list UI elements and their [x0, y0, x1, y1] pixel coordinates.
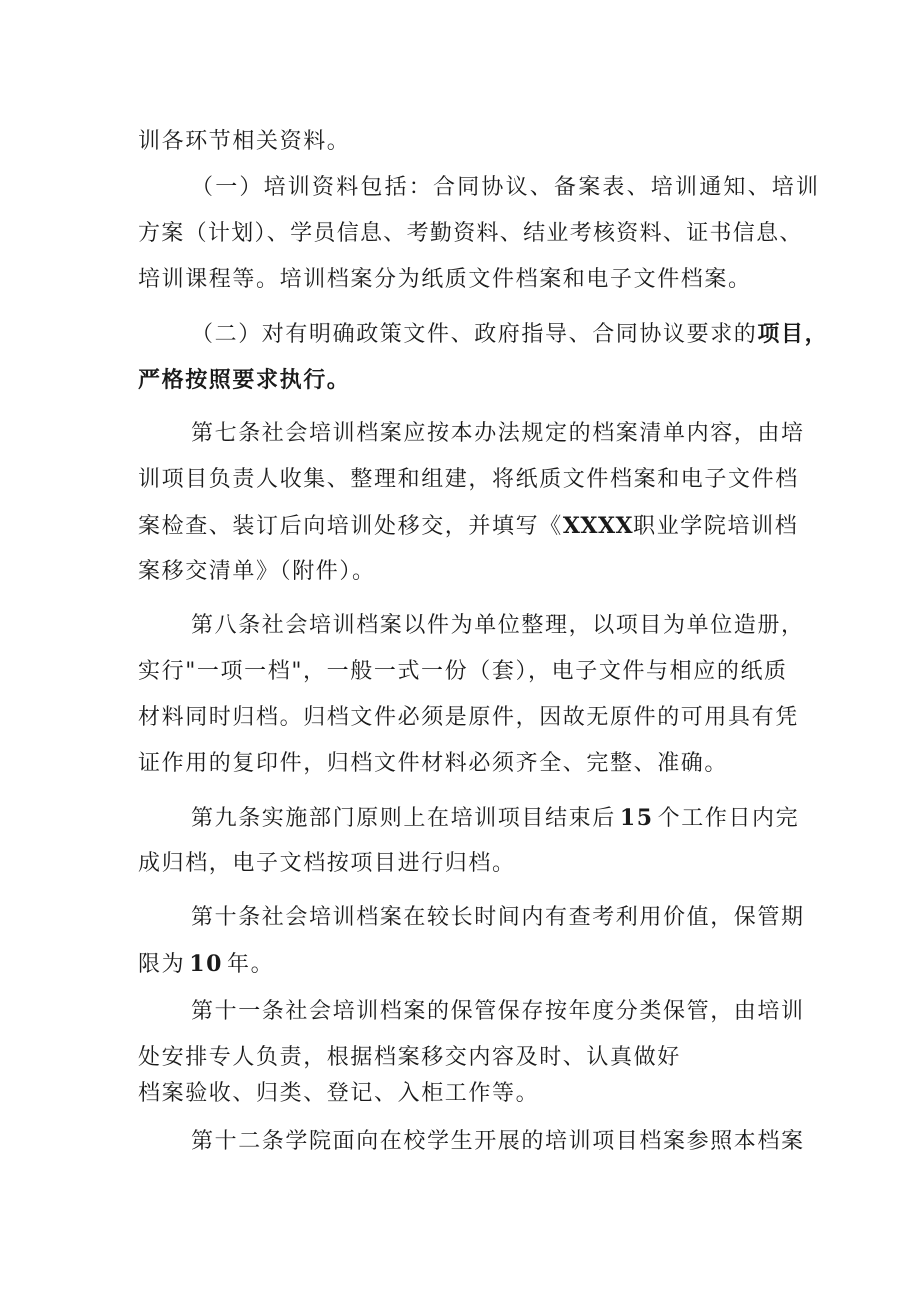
- text-segment: 训各环节相关资料。: [138, 129, 351, 154]
- text-segment: 实行"一项一档"，一般一式一份（套），电子文件与相应的纸质: [138, 659, 788, 684]
- text-line-20: [138, 1043, 681, 1073]
- text-segment: （一）培训资料包括：合同协议、备案表、培训通知、培训: [191, 175, 821, 200]
- text-line-2: [191, 173, 820, 203]
- text-line-5: [191, 319, 828, 350]
- text-segment: （二）对有明确政策文件、政府指导、合同协议要求的: [191, 322, 758, 347]
- text-segment: 限为: [138, 952, 186, 977]
- text-line-8: [138, 465, 799, 495]
- bold-text-segment: 严格按照要求执行。: [138, 367, 351, 393]
- text-line-4: [138, 265, 752, 295]
- bold-text-segment: 10: [189, 951, 224, 977]
- text-line-9: [138, 511, 798, 542]
- text-segment: 成归档，电子文档按项目进行归档。: [138, 851, 516, 876]
- text-segment: 第七条社会培训档案应按本办法规定的档案清单内容，由培: [191, 421, 805, 446]
- text-segment: 证作用的复印件，归档文件材料必须齐全、完整、准确。: [138, 751, 729, 776]
- text-line-15: [191, 803, 799, 834]
- text-line-11: [191, 611, 805, 641]
- text-segment: 案移交清单》（附件）。: [138, 559, 376, 584]
- text-segment: 方案（计划）、学员信息、考勤资料、结业考核资料、证书信息、: [138, 221, 803, 246]
- text-segment: 个工作日内完: [657, 806, 800, 831]
- text-segment: 训项目负责人收集、整理和组建，将纸质文件档案和电子文件档: [138, 467, 799, 492]
- text-segment: 材料同时归档。归档文件必须是原件，因故无原件的可用具有凭: [138, 705, 799, 730]
- text-line-17: [191, 903, 805, 933]
- text-line-21: [138, 1079, 539, 1109]
- text-line-16: [138, 849, 516, 879]
- text-segment: 年。: [227, 952, 275, 977]
- text-segment: 处安排专人负责，根据档案移交内容及时、认真做好: [138, 1045, 681, 1070]
- text-segment: 档案验收、归类、登记、入柜工作等。: [138, 1081, 540, 1106]
- text-segment: 第八条社会培训档案以件为单位整理，以项目为单位造册，: [191, 613, 805, 638]
- text-segment: 第九条实施部门原则上在培训项目结束后: [191, 806, 616, 831]
- text-line-3: [138, 219, 803, 249]
- bold-text-segment: 项目，: [757, 321, 829, 347]
- bold-text-segment: XXXX: [562, 513, 634, 539]
- text-line-13: [138, 703, 799, 733]
- text-line-1: [138, 127, 350, 157]
- text-line-22: [191, 1127, 805, 1157]
- text-segment: 第十条社会培训档案在较长时间内有查考利用价值，保管期: [191, 905, 805, 930]
- text-segment: 职业学院培训档: [633, 514, 799, 539]
- text-segment: 培训课程等。培训档案分为纸质文件档案和电子文件档案。: [138, 267, 752, 292]
- text-line-19: [191, 997, 805, 1027]
- text-line-6: [138, 365, 350, 395]
- text-line-10: [138, 557, 376, 587]
- text-line-7: [191, 419, 805, 449]
- text-segment: 案检查、装订后向培训处移交，并填写《: [138, 514, 563, 539]
- text-line-14: [138, 749, 728, 779]
- bold-text-segment: 15: [619, 805, 654, 831]
- text-segment: 第十一条社会培训档案的保管保存按年度分类保管，由培训: [191, 999, 805, 1024]
- text-segment: 第十二条学院面向在校学生开展的培训项目档案参照本档案: [191, 1129, 805, 1154]
- text-line-18: [138, 949, 274, 980]
- text-line-12: [138, 657, 788, 687]
